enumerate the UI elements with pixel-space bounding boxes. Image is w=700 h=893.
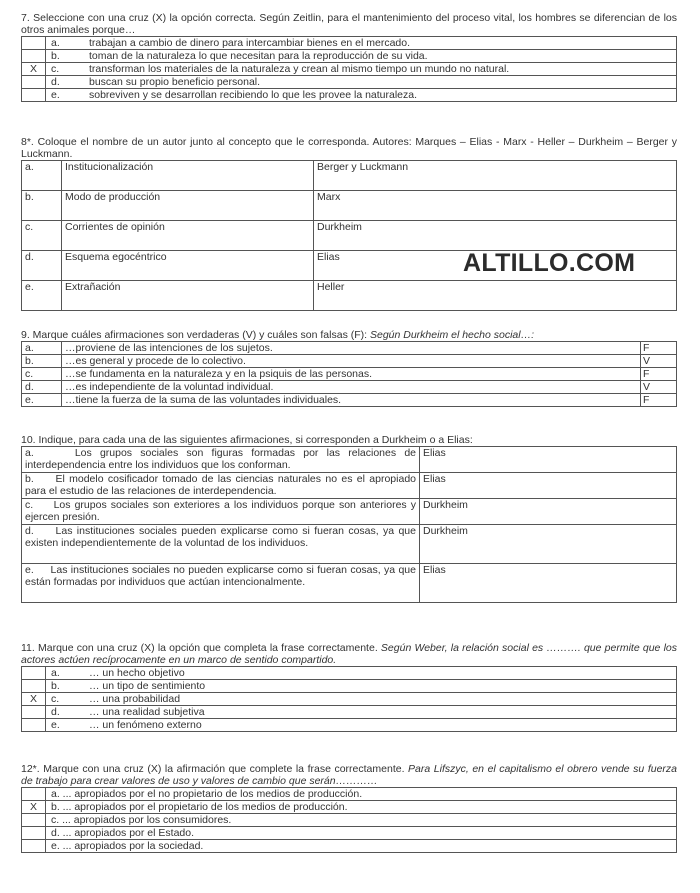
- answer-cell: Elias: [420, 564, 677, 603]
- row-letter: d.: [22, 251, 62, 281]
- table-row: [22, 564, 677, 603]
- row-letter: e.: [22, 281, 62, 311]
- question-11-italic: Según Weber, la relación social es ………. que permite que los actores actúen recíprocamente en un marco de sentido compartido.: [21, 642, 678, 666]
- row-letter: a.: [22, 161, 62, 191]
- answer-mark: [22, 827, 46, 840]
- answer-cell: Elias: [420, 473, 677, 499]
- answer-mark: [22, 840, 46, 853]
- answer-mark: [22, 680, 46, 693]
- option-text: a. ... apropiados por el no propietario de los medios de producción.: [46, 788, 677, 801]
- table-row: [22, 706, 677, 719]
- table-row: [22, 89, 677, 102]
- answer-mark: X: [22, 693, 46, 706]
- statement-cell: …se fundamenta en la naturaleza y en la psiquis de las personas.: [62, 368, 641, 381]
- question-11-lead: 11. Marque con una cruz (X) la opción que completa la frase correctamente.: [21, 642, 381, 654]
- question-11-text: [21, 642, 677, 666]
- row-letter: e.: [25, 564, 34, 576]
- answer-cell: V: [641, 381, 677, 394]
- row-letter: e.: [22, 394, 62, 407]
- answer-cell: F: [641, 368, 677, 381]
- question-7-table: [21, 36, 677, 102]
- row-letter: b.: [22, 355, 62, 368]
- option-text: … un tipo de sentimiento: [89, 680, 206, 692]
- table-row: [22, 161, 677, 191]
- question-10-text: 10. Indique, para cada una de las siguientes afirmaciones, si corresponden a Durkheim o a Elias:: [21, 434, 473, 446]
- table-row: [22, 827, 677, 840]
- option-text: b. ... apropiados por el propietario de los medios de producción.: [46, 801, 677, 814]
- author-cell: Elias: [314, 251, 677, 281]
- row-letter: a.: [22, 342, 62, 355]
- option-text: … una probabilidad: [89, 693, 181, 705]
- table-row: [22, 191, 677, 221]
- row-letter: c.: [22, 368, 62, 381]
- option-letter: a.: [51, 37, 60, 49]
- table-row: [22, 667, 677, 680]
- row-letter: c.: [22, 221, 62, 251]
- option-letter: b.: [51, 50, 60, 62]
- option-text: buscan su propio beneficio personal.: [89, 76, 261, 88]
- option-letter: d.: [51, 706, 60, 718]
- option-text: toman de la naturaleza lo que necesitan para la reproducción de su vida.: [89, 50, 428, 62]
- question-8-text: 8*. Coloque el nombre de un autor junto al concepto que le corresponda. Autores: Marques – Elias - Marx - Heller – Durkheim – Berger y Luckmann.: [21, 136, 677, 160]
- table-row: [22, 342, 677, 355]
- statement-cell: …es independiente de la voluntad individual.: [62, 381, 641, 394]
- row-letter: a.: [25, 447, 34, 459]
- answer-mark: [22, 50, 46, 63]
- option-text: sobreviven y se desarrollan recibiendo lo que les provee la naturaleza.: [89, 89, 418, 101]
- author-cell: Durkheim: [314, 221, 677, 251]
- statement-cell: …proviene de las intenciones de los sujetos.: [62, 342, 641, 355]
- statement-text: Los grupos sociales son exteriores a los individuos porque son anteriores y ejercen presión.: [25, 499, 416, 523]
- question-8: [21, 136, 677, 311]
- statement-text: El modelo cosificador tomado de las ciencias naturales no es el apropiado para el estudio de las relaciones de interdependencia.: [25, 473, 417, 497]
- question-9-text: [21, 329, 677, 341]
- option-text: … una realidad subjetiva: [89, 706, 205, 718]
- question-9: [21, 329, 677, 407]
- row-letter: d.: [25, 525, 34, 537]
- answer-mark: [22, 788, 46, 801]
- table-row: [22, 355, 677, 368]
- option-letter: c.: [51, 63, 60, 75]
- table-row: [22, 788, 677, 801]
- answer-cell: F: [641, 342, 677, 355]
- author-cell: Berger y Luckmann: [314, 161, 677, 191]
- answer-mark: [22, 76, 46, 89]
- option-letter: a.: [51, 667, 60, 679]
- option-text: … un hecho objetivo: [89, 667, 185, 679]
- table-row: [22, 281, 677, 311]
- answer-mark: [22, 667, 46, 680]
- option-letter: e.: [51, 719, 60, 731]
- question-9-table: [21, 341, 677, 407]
- table-row: [22, 447, 677, 473]
- option-text: e. ... apropiados por la sociedad.: [46, 840, 677, 853]
- option-text: trabajan a cambio de dinero para intercambiar bienes en el mercado.: [89, 37, 411, 49]
- question-12-table: [21, 787, 677, 853]
- table-row: [22, 473, 677, 499]
- answer-mark: [22, 89, 46, 102]
- statement-text: Los grupos sociales son figuras formadas por las relaciones de interdependencia entre los individuos que los conforman.: [25, 447, 416, 471]
- concept-cell: Extrañación: [62, 281, 314, 311]
- table-row: [22, 381, 677, 394]
- row-letter: b.: [25, 473, 34, 485]
- table-row: [22, 693, 677, 706]
- answer-cell: F: [641, 394, 677, 407]
- question-12-lead: 12*. Marque con una cruz (X) la afirmación que complete la frase correctamente.: [21, 763, 409, 775]
- question-12-italic: Para Lifszyc, en el capitalismo el obrero vende su fuerza de trabajo para crear valores de uso y valores de cambio que serán…………: [21, 763, 677, 787]
- question-9-italic: Según Durkheim el hecho social…:: [369, 329, 534, 341]
- question-11-table: [21, 666, 677, 732]
- question-7-text: 7. Seleccione con una cruz (X) la opción correcta. Según Zeitlin, para el mantenimiento del proceso vital, los hombres se diferencian de los otros animales porque…: [21, 12, 677, 36]
- table-row: [22, 814, 677, 827]
- option-text: c. ... apropiados por los consumidores.: [46, 814, 677, 827]
- table-row: [22, 801, 677, 814]
- option-letter: b.: [51, 680, 60, 692]
- question-12-text: [21, 763, 677, 787]
- answer-cell: Durkheim: [420, 499, 677, 525]
- table-row: [22, 37, 677, 50]
- answer-mark: X: [22, 63, 46, 76]
- table-row: [22, 76, 677, 89]
- table-row: [22, 680, 677, 693]
- option-letter: c.: [51, 693, 60, 705]
- answer-mark: X: [22, 801, 46, 814]
- answer-mark: [22, 37, 46, 50]
- row-letter: c.: [25, 499, 34, 511]
- concept-cell: Institucionalización: [62, 161, 314, 191]
- answer-mark: [22, 814, 46, 827]
- table-row: [22, 63, 677, 76]
- statement-text: Las instituciones sociales pueden explicarse como si fueran cosas, ya que existen independientemente de la voluntad de los individuos.: [25, 525, 416, 549]
- author-cell: Marx: [314, 191, 677, 221]
- option-text: d. ... apropiados por el Estado.: [46, 827, 677, 840]
- statement-cell: …tiene la fuerza de la suma de las voluntades individuales.: [62, 394, 641, 407]
- question-7: [21, 12, 677, 102]
- table-row: [22, 368, 677, 381]
- concept-cell: Corrientes de opinión: [62, 221, 314, 251]
- answer-mark: [22, 706, 46, 719]
- answer-cell: V: [641, 355, 677, 368]
- question-10: [21, 434, 677, 603]
- table-row: [22, 221, 677, 251]
- author-cell: Heller: [314, 281, 677, 311]
- option-letter: e.: [51, 89, 60, 101]
- question-11: [21, 642, 677, 732]
- answer-cell: Durkheim: [420, 525, 677, 564]
- table-row: [22, 719, 677, 732]
- question-10-table: [21, 446, 677, 603]
- row-letter: b.: [22, 191, 62, 221]
- site-logo: ALTILLO.COM: [463, 249, 636, 277]
- table-row: [22, 499, 677, 525]
- answer-cell: Elias: [420, 447, 677, 473]
- answer-mark: [22, 719, 46, 732]
- table-row: [22, 525, 677, 564]
- table-row: [22, 394, 677, 407]
- option-text: … un fenómeno externo: [89, 719, 202, 731]
- concept-cell: Esquema egocéntrico: [62, 251, 314, 281]
- question-12: [21, 763, 677, 853]
- statement-cell: …es general y procede de lo colectivo.: [62, 355, 641, 368]
- table-row: [22, 840, 677, 853]
- question-8-table: [21, 160, 677, 311]
- option-letter: d.: [51, 76, 60, 88]
- statement-text: Las instituciones sociales no pueden explicarse como si fueran cosas, ya que están formadas por individuos que actúan intencionalmente.: [25, 564, 416, 588]
- concept-cell: Modo de producción: [62, 191, 314, 221]
- table-row: [22, 50, 677, 63]
- option-text: transforman los materiales de la naturaleza y crean al mismo tiempo un mundo no natural.: [89, 63, 510, 75]
- question-9-lead: 9. Marque cuáles afirmaciones son verdaderas (V) y cuáles son falsas (F):: [21, 329, 370, 341]
- row-letter: d.: [22, 381, 62, 394]
